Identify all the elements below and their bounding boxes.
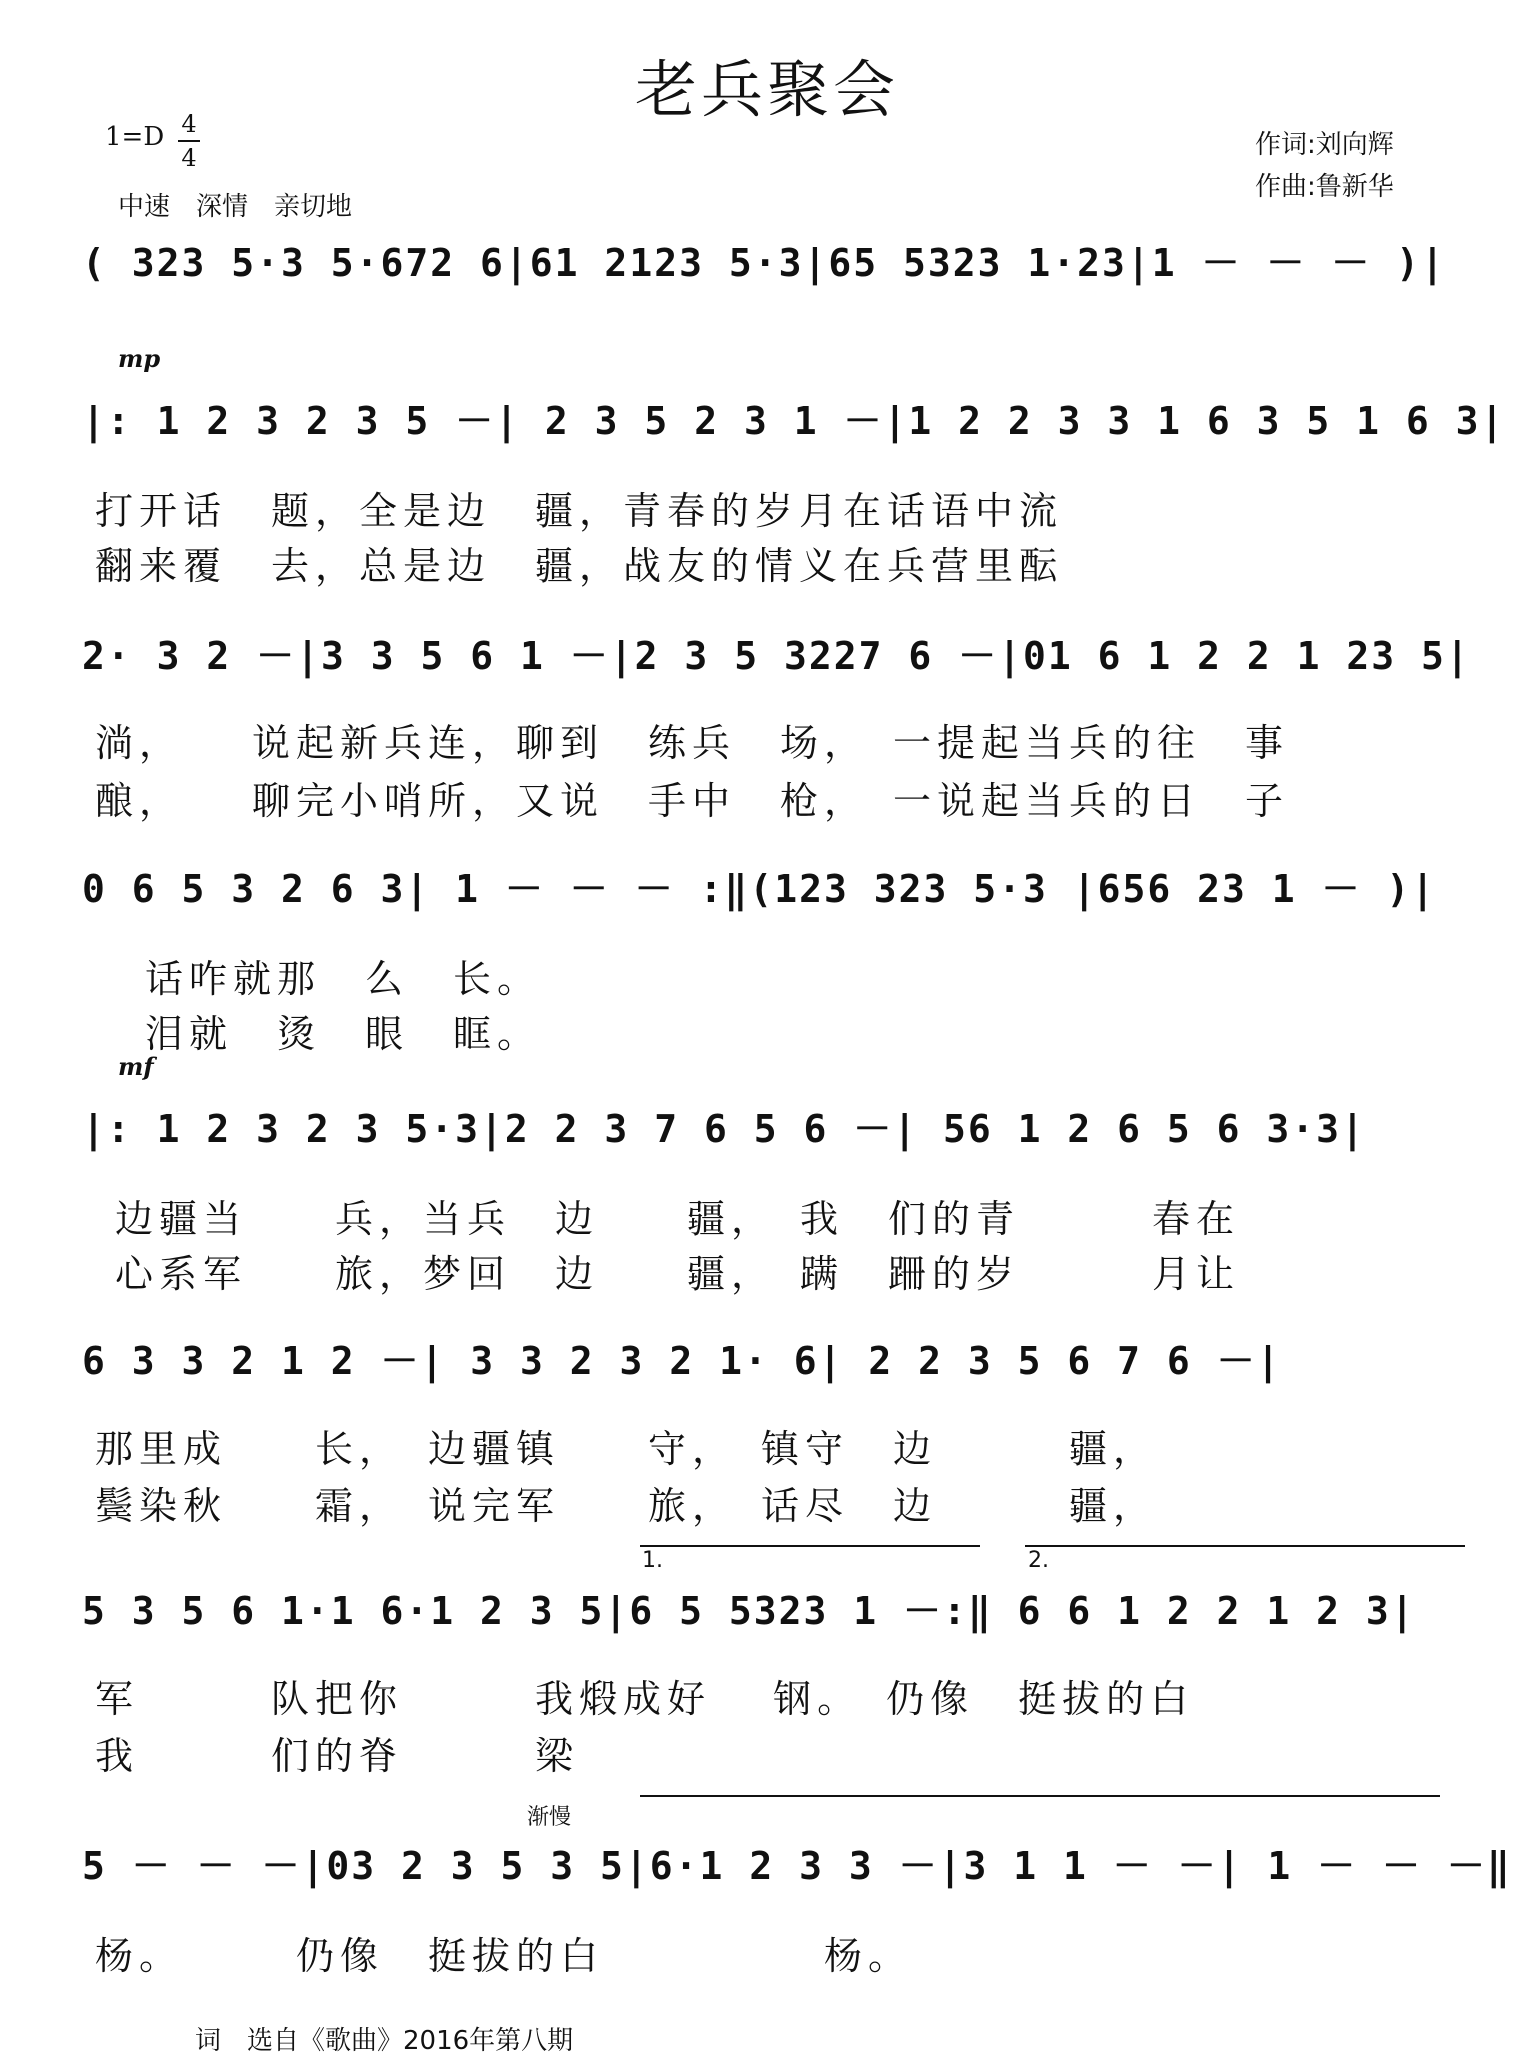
source-footer: 词 选自《歌曲》2016年第八期 xyxy=(195,2026,574,2056)
page-title: 老兵聚会 xyxy=(634,53,899,126)
lyric-row-1-verse-1: 打开话 题，全是边 疆，青春的岁月在话语中流 xyxy=(95,489,1064,533)
notation-row-1: ( 323 5·3 5·672 6|61 2123 5·3|65 5323 1·23|1 － － － )| xyxy=(82,241,1446,285)
dynamic-mf: mf xyxy=(118,1052,154,1081)
notation-row-4: 0 6 5 3 2 6 3| 1 － － － :‖(123 323 5·3 |656 23 1 － )| xyxy=(82,867,1437,911)
notation-row-7: 5 3 5 6 1·1 6·1 2 3 5|6 5 5323 1 －:‖ 6 6 1 2 2 1 2 3| xyxy=(82,1589,1416,1633)
volta-first: 1. xyxy=(642,1548,663,1573)
composer-credit: 作曲:鲁新华 xyxy=(1255,172,1394,202)
notation-row-3: 2· 3 2 －|3 3 5 6 1 －|2 3 5 3227 6 －|01 6 1 2 2 1 23 5| xyxy=(82,634,1471,678)
lyric-row-7-verse-1: 杨。 仍像 挺拔的白 杨。 xyxy=(95,1934,913,1978)
volta-second: 2. xyxy=(1028,1548,1049,1573)
lyric-row-3-verse-1: 话咋就那 么 长。 xyxy=(145,957,542,1001)
notation-row-2: |: 1 2 3 2 3 5 －| 2 3 5 2 3 1 －|1 2 2 3 3 1 6 3 5 1 6 3| xyxy=(82,399,1506,443)
notation-row-8: 5 － － －|03 2 3 5 3 5|6·1 2 3 3 －|3 1 1 － －| 1 － － －‖ xyxy=(82,1844,1512,1888)
key-signature: 1=D xyxy=(105,122,165,152)
notation-row-6: 6 3 3 2 1 2 －| 3 3 2 3 2 1· 6| 2 2 3 5 6 7 6 －| xyxy=(82,1339,1282,1383)
time-signature-bottom: 4 xyxy=(181,144,197,172)
lyric-row-2-verse-1: 淌， 说起新兵连，聊到 练兵 场， 一提起当兵的往 事 xyxy=(95,721,1290,765)
dynamic-mp: mp xyxy=(118,344,161,373)
lyricist-credit: 作词:刘向辉 xyxy=(1255,130,1394,160)
lyric-row-1-verse-2: 翻来覆 去，总是边 疆，战友的情义在兵营里酝 xyxy=(95,544,1064,588)
lyric-row-2-verse-2: 酿， 聊完小哨所，又说 手中 枪， 一说起当兵的日 子 xyxy=(95,779,1290,823)
lyric-row-5-verse-1: 那里成 长， 边疆镇 守， 镇守 边 疆， xyxy=(95,1427,1158,1471)
time-signature-top: 4 xyxy=(181,110,197,138)
notation-row-5: |: 1 2 3 2 3 5·3|2 2 3 7 6 5 6 －| 56 1 2 6 5 6 3·3| xyxy=(82,1107,1366,1151)
lyric-row-4-verse-2: 心系军 旅，梦回 边 疆， 蹒 跚的岁 月让 xyxy=(115,1252,1241,1296)
tempo-marking: 中速 深情 亲切地 xyxy=(118,192,353,222)
lyric-row-6-verse-2: 我 们的脊 梁 xyxy=(95,1734,580,1778)
expression-ritardando: 渐慢 xyxy=(527,1805,572,1830)
lyric-row-5-verse-2: 鬓染秋 霜， 说完军 旅， 话尽 边 疆， xyxy=(95,1484,1158,1528)
lyric-row-4-verse-1: 边疆当 兵，当兵 边 疆， 我 们的青 春在 xyxy=(115,1197,1241,1241)
time-signature xyxy=(178,108,200,174)
lyric-row-6-verse-1: 军 队把你 我煅成好 钢。 仍像 挺拔的白 xyxy=(95,1677,1195,1721)
lyric-row-3-verse-2: 泪就 烫 眼 眶。 xyxy=(145,1012,542,1056)
